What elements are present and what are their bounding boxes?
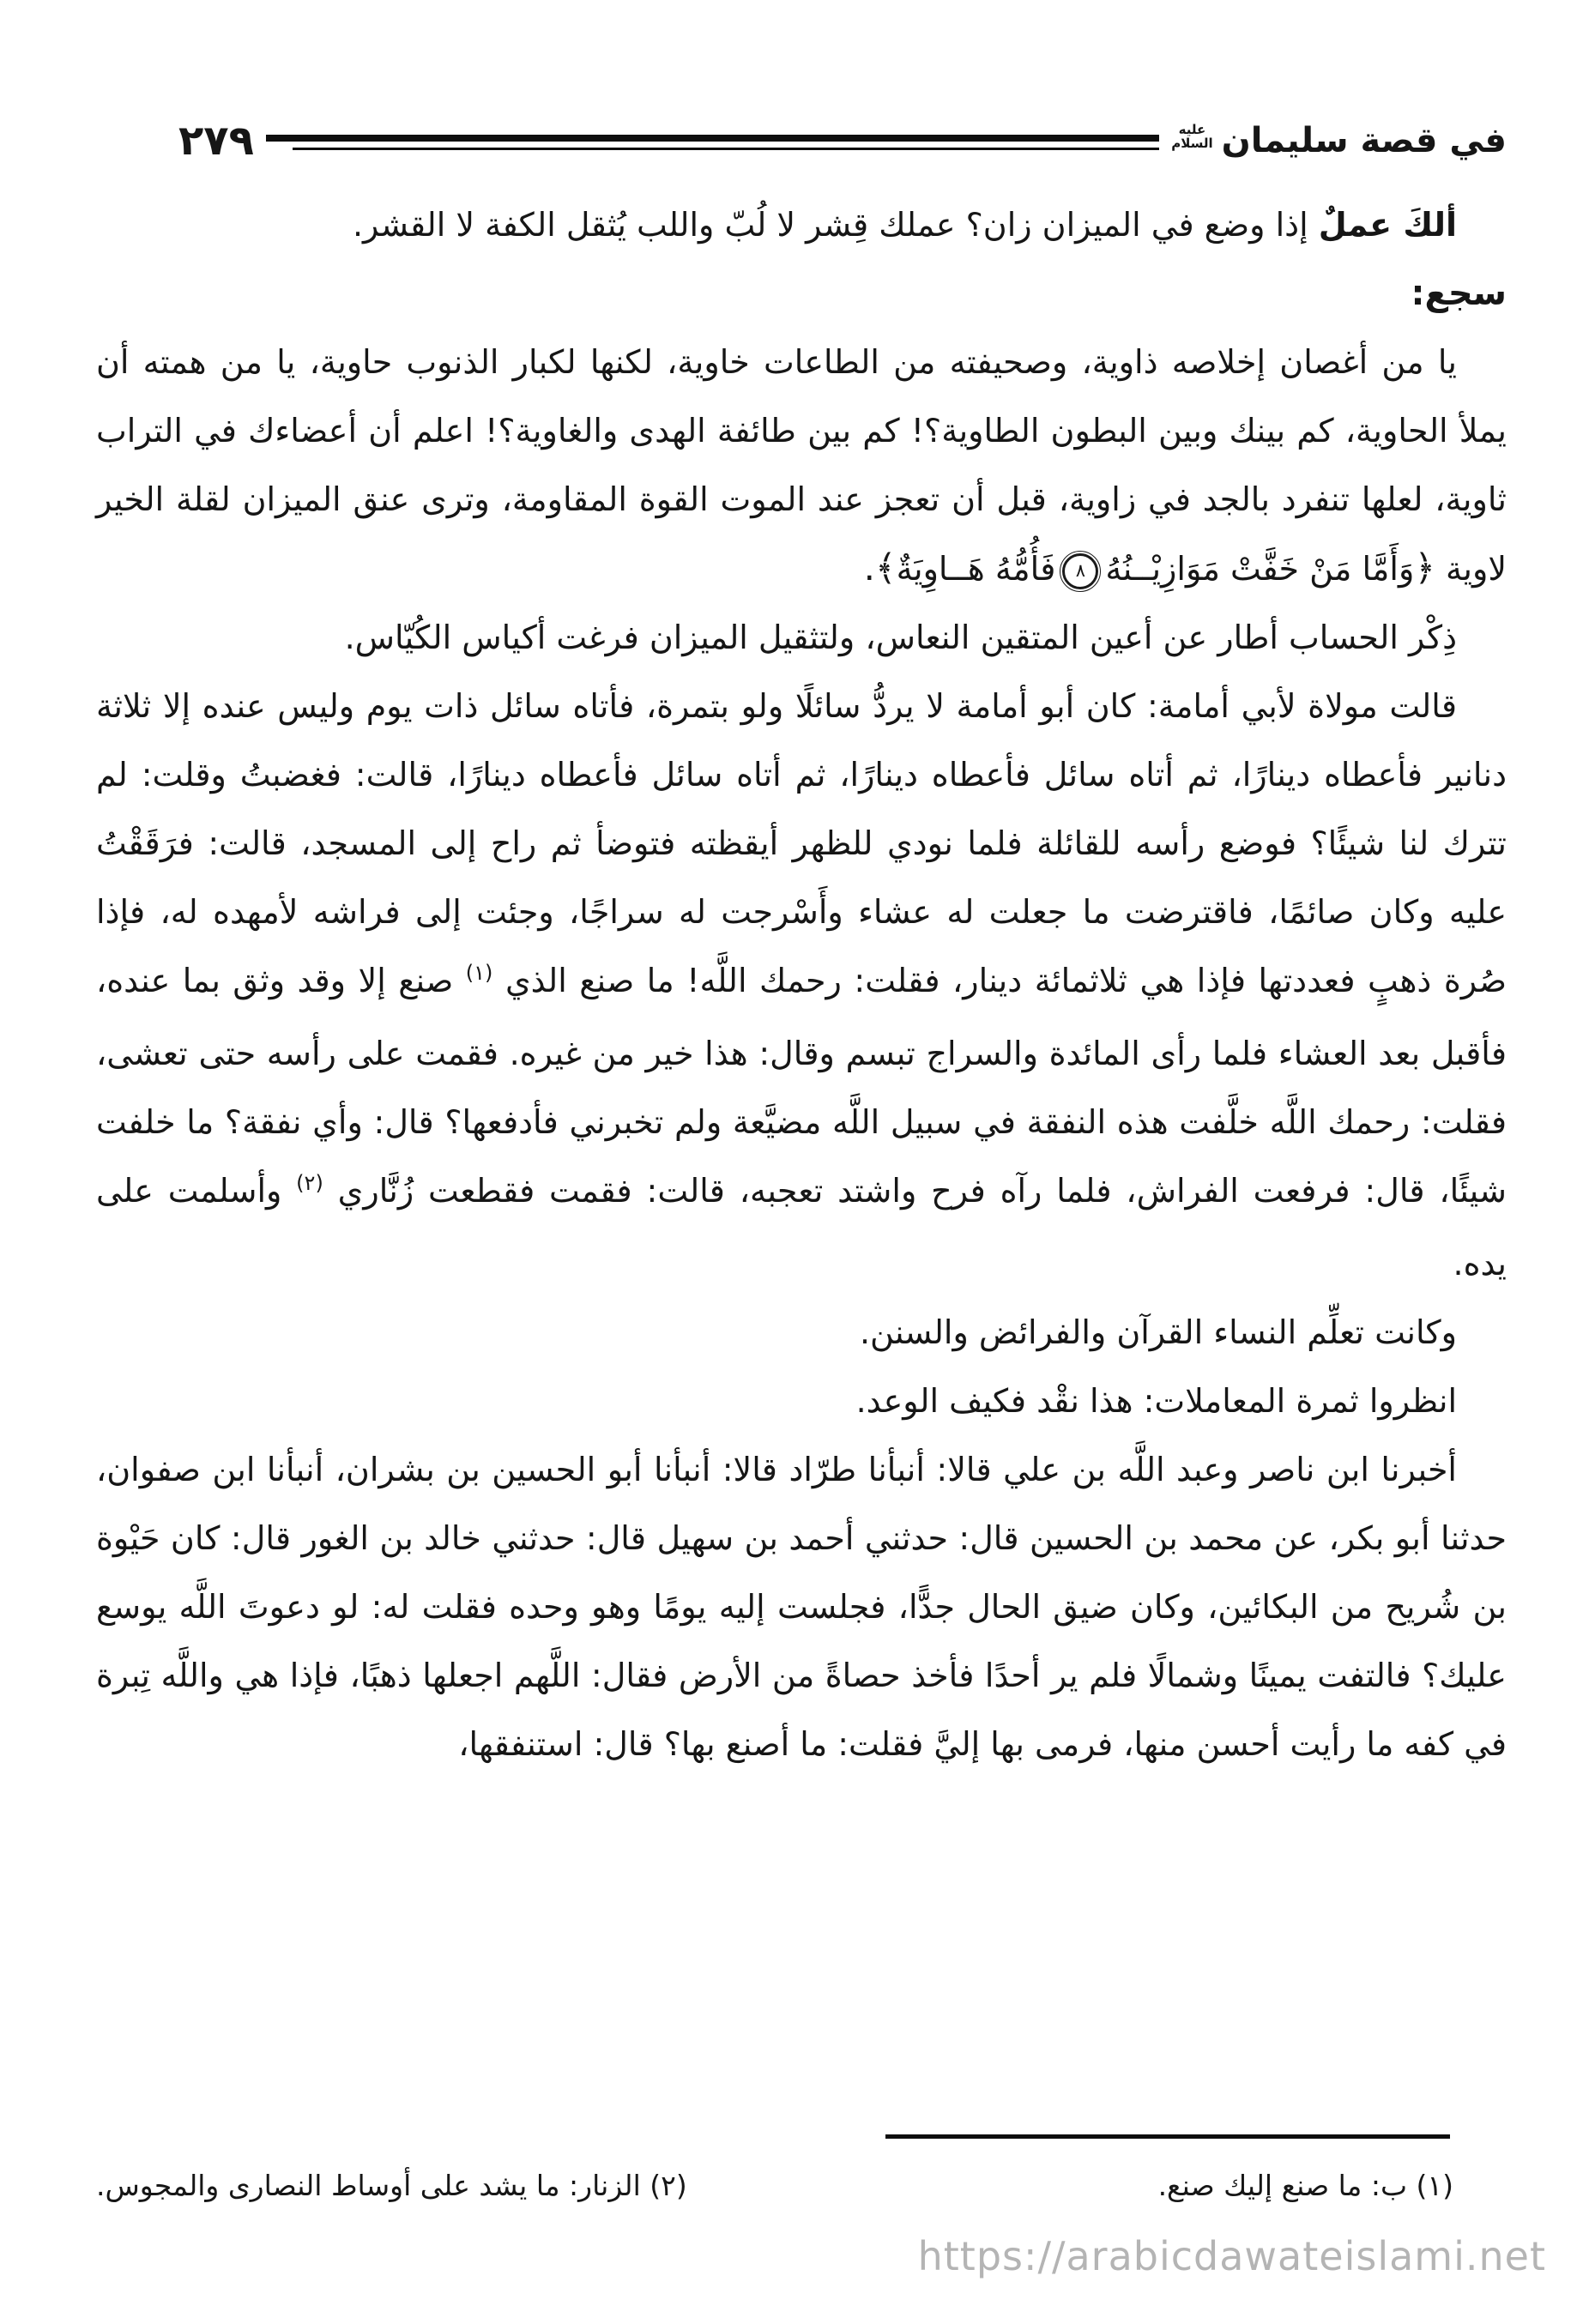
- paragraph-hisab: ذِكْر الحساب أطار عن أعين المتقين النعاس، ولتثقيل الميزان فرغت أكياس الكُيّاس.: [344, 619, 1457, 656]
- intro-rest: إذا وضع في الميزان زان؟ عملك قِشر لا لُبّ واللب يُثقل الكفة لا القشر.: [352, 206, 1319, 244]
- footnote-2: [96, 2164, 687, 2207]
- honorific-ligature: [1171, 124, 1212, 151]
- story-part-3: وأسلمت على يده.: [96, 1172, 1507, 1283]
- footnote-separator-rule: [885, 2134, 1450, 2139]
- honorific-bottom: السلام: [1171, 136, 1213, 151]
- ayah-number: ٨: [1075, 560, 1085, 581]
- footnote-2-marker: (٢): [649, 2169, 687, 2202]
- chapter-title: في قصة سليمان: [1221, 121, 1507, 160]
- intro-lead-bold: ألكَ عملٌ: [1318, 206, 1457, 244]
- honorific-top: عليه: [1178, 122, 1206, 138]
- paragraph-observe: انظروا ثمرة المعاملات: هذا نقْد فكيف الوعد.: [855, 1382, 1457, 1420]
- footnote-1-marker: (١): [1416, 2169, 1453, 2202]
- footnote-2-text: الزنار: ما يشد على أوساط النصارى والمجوس.: [96, 2169, 641, 2202]
- ayah-end-medallion: [1062, 553, 1098, 589]
- page-header: [0, 0, 1589, 165]
- footnote-ref-1: (١): [465, 961, 493, 985]
- site-watermark: https://arabicdawateislami.net: [917, 2233, 1546, 2279]
- story-part-2: صنع إلا وقد وثق بما عنده، فأقبل بعد العشاء فلما رأى المائدة والسراج تبسم وقال: هذا خير من غيره. فقمت على رأسه حتى تعشى، فقلت: رحمك اللَّه خلَّفت هذه النفقة في سبيل اللَّه مضيَّعة ولم تخبرني فأدفعها؟ قال: وأي نفقة؟ ما خلفت شيئًا، قال: فرفعت الفراش، فلما رآه فرح واشتد تعجبه، قالت: فقمت فقطعت زُنَّاري: [96, 962, 1507, 1210]
- heading-saj: سجع:: [1411, 274, 1507, 313]
- paragraph-isnad: أخبرنا ابن ناصر وعبد اللَّه بن علي قالا: أنبأنا طرّاد قالا: أنبأنا أبو الحسين بن بشران، أنبأنا ابن صفوان، حدثنا أبو بكر، عن محمد بن الحسين قال: حدثني أحمد بن سهيل قال: حدثني خالد بن الغور قال: كان حَيْوة بن شُريح من البكائين، وكان ضيق الحال جدًّا، فجلست إليه يومًا وهو وحده فقلت له: لو دعوتَ اللَّه يوسع عليك؟ فالتفت يمينًا وشمالًا فلم ير أحدًا فأخذ حصاةً من الأرض فقال: اللَّهم اجعلها ذهبًا، فإذا هي واللَّه تِبرة في كفه ما رأيت أحسن منها، فرمى بها إليَّ فقلت: ما أصنع بها؟ قال: استنفقها،: [96, 1451, 1507, 1763]
- saj-text: يا من أغصان إخلاصه ذاوية، وصحيفته من الطاعات خاوية، لكنها لكبار الذنوب حاوية، يا من همته أن يملأ الحاوية، كم بينك وبين البطون الطاوية؟! كم بين طائفة الهدى والغاوية؟! اعلم أن أعضاءك في التراب ثاوية، لعلها تنفرد بالجد في زاوية، قبل أن تعجز عند الموت القوة المقاومة، وترى عنق الميزان لقلة الخير لاوية: [96, 343, 1507, 588]
- footnote-ref-2: (٢): [296, 1171, 323, 1195]
- footnote-area: [96, 2134, 1507, 2207]
- story-part-1: قالت مولاة لأبي أمامة: كان أبو أمامة لا يردُّ سائلًا ولو بتمرة، فأتاه سائل ذات يوم وليس عنده إلا ثلاثة دنانير فأعطاه دينارًا، ثم أتاه سائل فأعطاه دينارًا، ثم أتاه سائل فأعطاه دينارًا، قالت: فغضبتُ وقلت: لم تترك لنا شيئًا؟ فوضع رأسه للقائلة فلما نودي للظهر أيقظته فتوضأ ثم راح إلى المسجد، قالت: فرَقَقْتُ عليه وكان صائمًا، فاقترضت ما جعلت له عشاء وأَسْرجت له سراجًا، وجئت إلى فراشه لأمهده له، فإذا صُرة ذهبٍ فعددتها فإذا هي ثلاثمائة دينار، فقلت: رحمك اللَّه! ما صنع الذي: [96, 687, 1507, 999]
- paragraph-saj: [96, 328, 1507, 603]
- verse-text-1: وَأَمَّا مَنْ خَفَّتْ مَوَازِيْــنُهُ: [1105, 550, 1415, 588]
- header-rule-thin: [293, 148, 1159, 150]
- paragraph-women: وكانت تعلِّم النساء القرآن والفرائض والسنن.: [859, 1313, 1457, 1351]
- quran-verse: [863, 546, 1435, 589]
- running-title: [1171, 121, 1507, 160]
- footnote-row: [96, 2164, 1507, 2207]
- page-body: [0, 161, 1589, 2126]
- verse-text-2: فَأُمُّهُ هَــاوِيَةٌ: [896, 550, 1056, 588]
- footnote-1: [1158, 2164, 1453, 2207]
- paragraph-story: [96, 672, 1507, 1298]
- verse-close-bracket: ﴾.: [863, 546, 897, 589]
- header-rule-thick: [266, 135, 1159, 142]
- verse-open-bracket: ﴿: [1414, 546, 1435, 589]
- paragraph-intro: [96, 190, 1507, 259]
- header-divider-rules: [266, 135, 1159, 150]
- page-number: ٢٧٩: [178, 117, 254, 165]
- footnote-1-text: ب: ما صنع إليك صنع.: [1157, 2169, 1408, 2202]
